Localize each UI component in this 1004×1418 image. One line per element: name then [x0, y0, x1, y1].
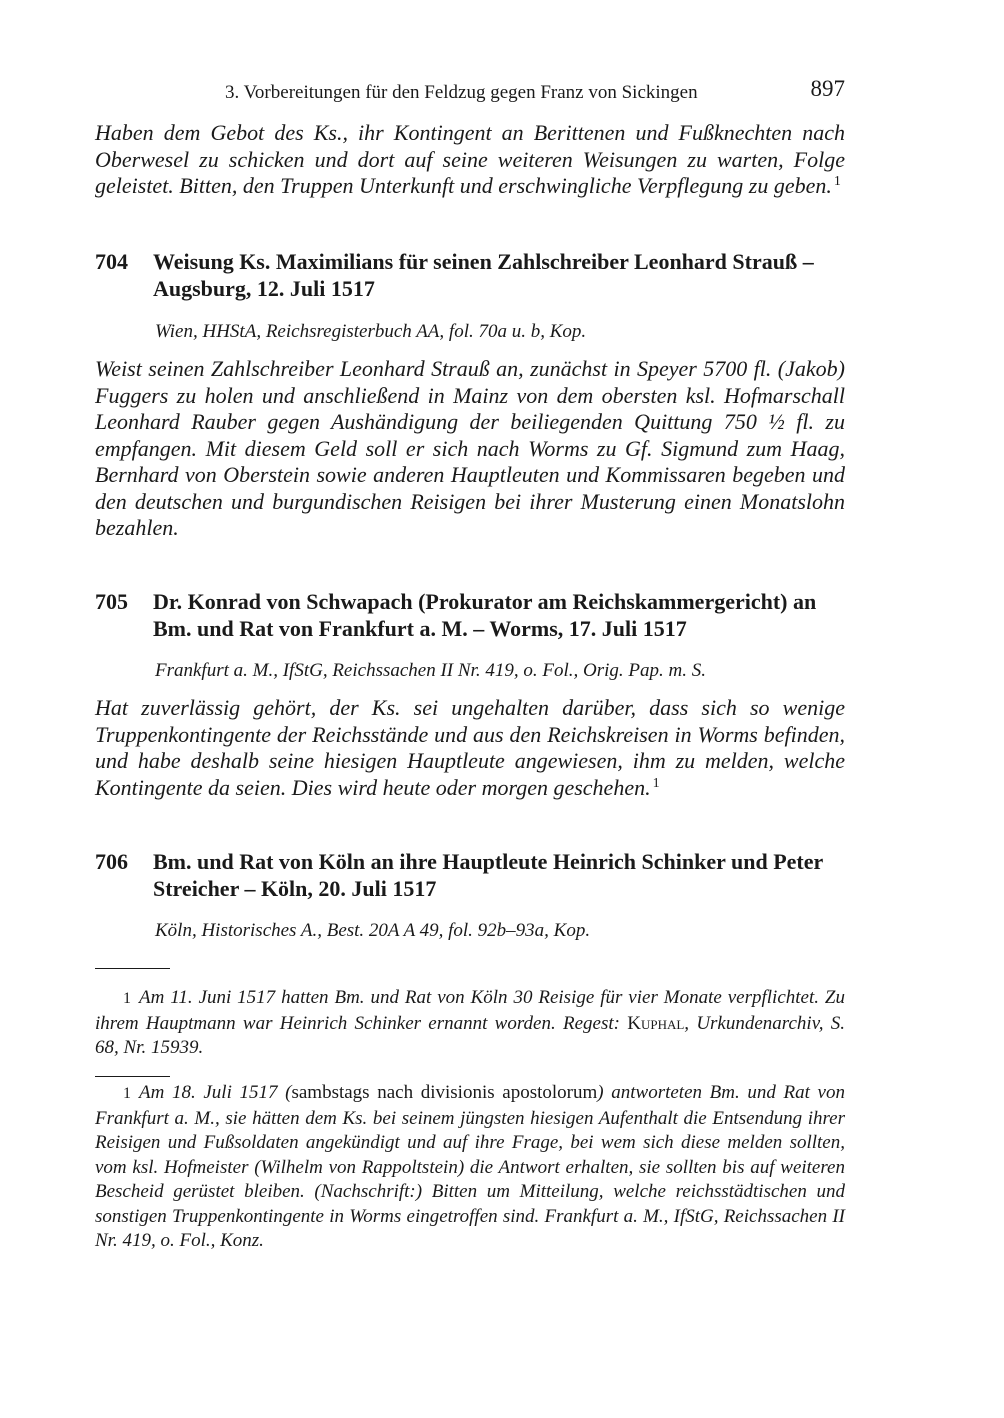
entry-title-line: Dr. Konrad von Schwapach (Prokurator am Reichskammergericht) an [153, 589, 817, 614]
entry-title-line: Weisung Ks. Maximilians für seinen Zahlschreiber Leonhard Strauß – [153, 249, 814, 274]
entry-heading-705 [95, 588, 845, 642]
entry-regest-704: Weist seinen Zahlschreiber Leonhard Strauß an, zunächst in Speyer 5700 fl. (Jakob) Fuggers zu holen und anschließend in Mainz von dem obersten ksl. Hofmarschall Leonhard Rauber gegen Aushändigung der beiliegenden Quittung 750 ½ fl. zu empfangen. Mit diesem Geld soll er sich nach Worms zu Gf. Sigmund zum Haag, Bernhard von Oberstein sowie anderen Hauptleuten und Kommissaren begeben und den deutschen und burgundischen Reisigen bei ihrer Musterung einen Monatslohn bezahlen. [95, 356, 845, 540]
footnote-text: , Urkundenarchiv, S. 68, Nr. 15939. [95, 1012, 845, 1058]
entry-title-line: Augsburg, 12. Juli 1517 [153, 276, 375, 301]
entry-heading-704 [95, 248, 845, 302]
entry-title [153, 248, 845, 302]
footnote-mark: 1 [123, 990, 131, 1007]
entry-title [153, 588, 845, 642]
footnote-ref: 1 [652, 775, 660, 791]
entry-regest-text: Hat zuverlässig gehört, der Ks. sei ungehalten darüber, dass sich so wenige Truppenkontingente der Reichsstände und aus den Reichskreisen in Worms befinden, und habe deshalb seine hiesigen Hauptleute angewiesen, ihm zu melden, welche Kontingente da seien. Dies wird heute oder morgen geschehen. [95, 695, 845, 800]
intro-regest-text: Haben dem Gebot des Ks., ihr Kontingent an Berittenen und Fußknechten nach Oberwesel zu schicken und dort auf seine weiteren Weisungen zu warten, Folge geleistet. Bitten, den Truppen Unterkunft und erschwingliche Verpflegung zu geben. [95, 120, 845, 198]
entry-heading-706 [95, 848, 845, 902]
entry-title-line: Bm. und Rat von Frankfurt a. M. – Worms, 17. Juli 1517 [153, 616, 687, 641]
footnote-author: Kuphal [627, 1012, 685, 1034]
entry-source-706: Köln, Historisches A., Best. 20A A 49, fol. 92b–93a, Kop. [155, 920, 591, 941]
footnote [95, 1081, 845, 1254]
footnote-ref: 1 [833, 174, 841, 189]
entry-title-line: Streicher – Köln, 20. Juli 1517 [153, 876, 437, 901]
entry-number: 704 [95, 249, 128, 274]
entry-title-line: Bm. und Rat von Köln an ihre Hauptleute Heinrich Schinker und Peter [153, 849, 824, 874]
footnote-text: Am 11. Juni 1517 hatten Bm. und Rat von Köln 30 Reisige für vier Monate verpflichtet. Zu ihrem Hauptmann war Heinrich Schinker ernannt worden. Regest: [95, 987, 845, 1034]
footnote-text: Am 18. Juli 1517 ( [139, 1082, 292, 1103]
footnote-mark: 1 [123, 1085, 131, 1102]
footnote [95, 986, 845, 1061]
footnote-quote: sambstags nach divisionis apostolorum [291, 1082, 598, 1103]
entry-number: 706 [95, 849, 128, 874]
entry-regest-705 [95, 695, 845, 801]
running-title: 3. Vorbereitungen für den Feldzug gegen Franz von Sickingen [225, 82, 698, 103]
entry-source-705: Frankfurt a. M., IfStG, Reichssachen II Nr. 419, o. Fol., Orig. Pap. m. S. [155, 660, 706, 681]
running-head [95, 76, 845, 108]
footnote-rule [95, 1076, 170, 1077]
intro-regest [95, 120, 845, 200]
footnote-rule [95, 968, 170, 969]
page-number: 897 [810, 76, 845, 101]
entry-source-704: Wien, HHStA, Reichsregisterbuch AA, fol. 70a u. b, Kop. [155, 321, 587, 342]
footnote-text: ) antworteten Bm. und Rat von Frankfurt a. M., sie hätten dem Ks. bei seinem jüngsten hiesigen Aufenthalt die Entsendung ihrer Reisigen und Fußsoldaten angekündigt und auf ihre Frage, bei wem sich diese melden sollten, vom ksl. Hofmeister (Wilhelm von Rappoltstein) die Antwort erhalten, sie sollten bis auf weiteren Bescheid gerüstet bleiben. (Nachschrift:) Bitten um Mitteilung, welche reichsstädtischen und sonstigen Truppenkontingente in Worms eingetroffen sind. Frankfurt a. M., IfStG, Reichssachen II Nr. 419, o. Fol., Konz. [95, 1082, 845, 1251]
entry-number: 705 [95, 589, 128, 614]
entry-title [153, 848, 845, 902]
